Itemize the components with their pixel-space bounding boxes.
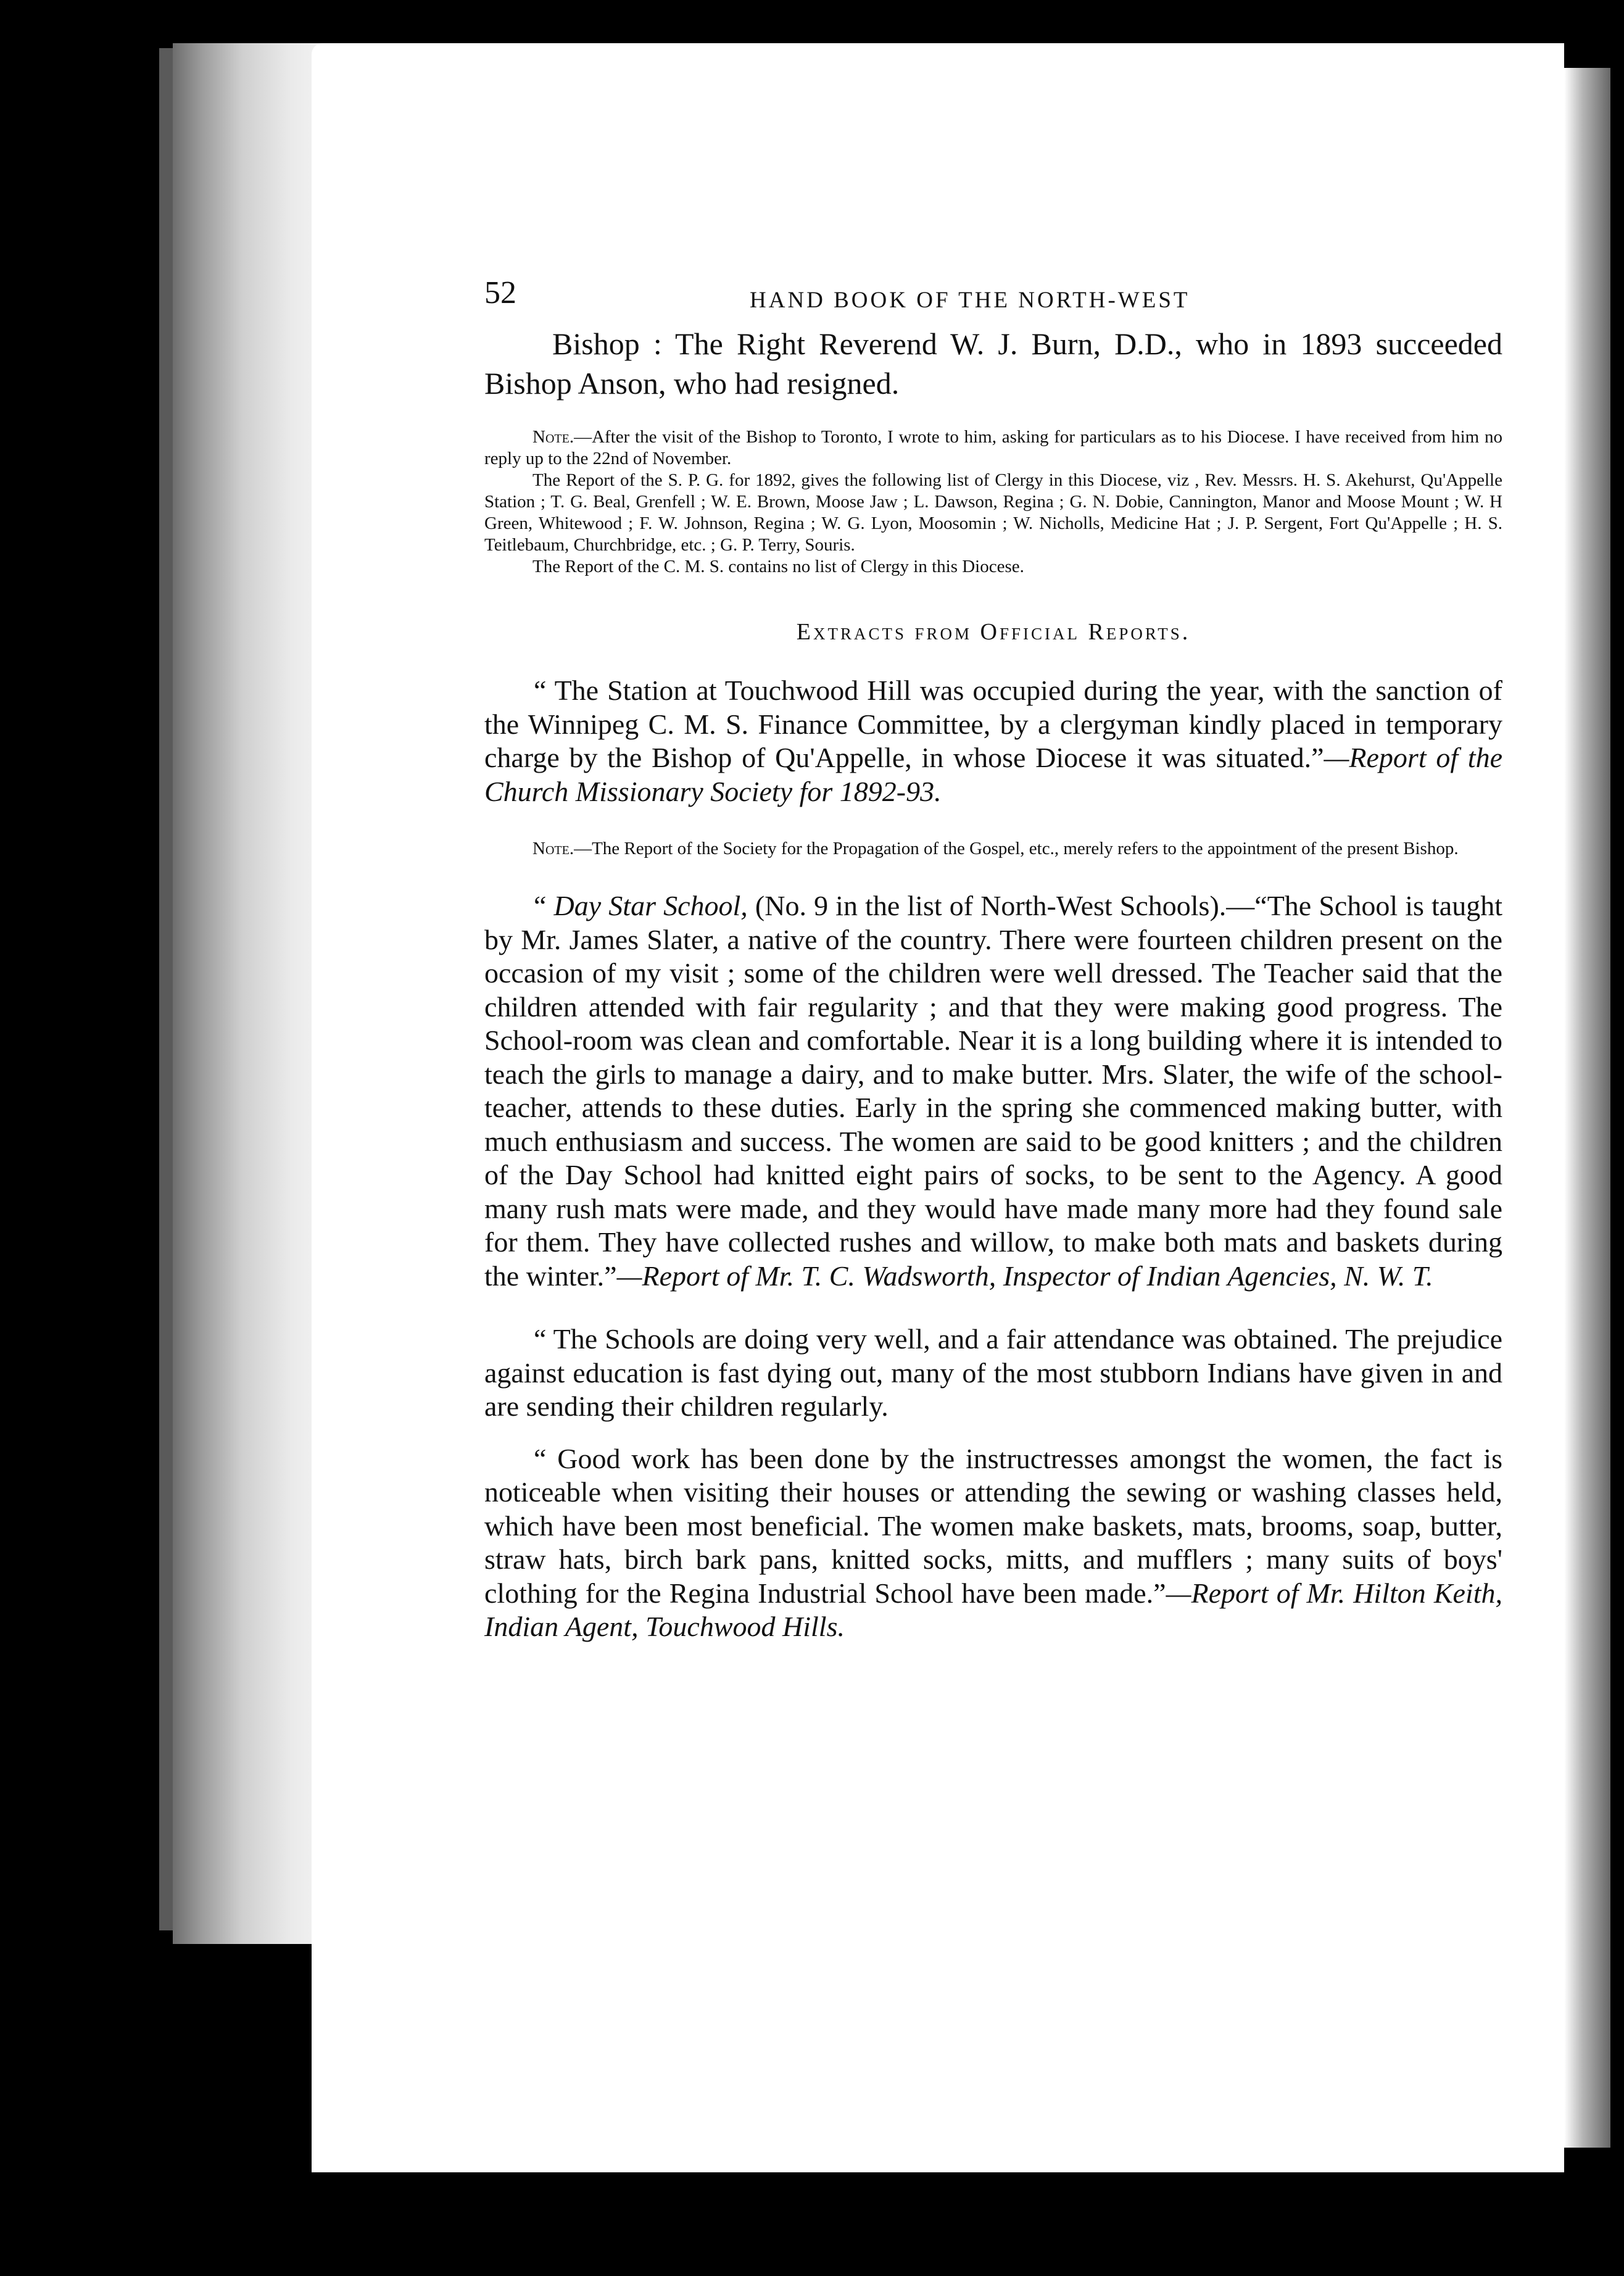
note-spg-clergy-list: The Report of the S. P. G. for 1892, gives the following list of Clergy in this Diocese, viz , Rev. Messrs. H. S. Akehurst, Qu'Appelle Station ; T. G. Beal, Grenfell ; W. E. Brown, Moose Jaw ; L. Dawson, Regina ; G. N. Dobie, Cannington, Manor and Moose Mount ; W. H Green, Whitewood ; F. W. Johnson, Regina ; W. G. Lyon, Moosomin ; W. Nicholls, Medicine Hat ; J. P. Sergent, Fort Qu'Appelle ; H. S. Teitlebaum, Churchbridge, etc. ; G. P. Terry, Souris. xyxy=(484,470,1502,555)
running-title: HAND BOOK OF THE NORTH-WEST xyxy=(750,288,1190,313)
note-label: Note. xyxy=(532,427,574,447)
extract-day-star-school xyxy=(484,889,1502,1293)
extract-citation: —Report of Mr. Hilton Keith, Indian Agent, Touchwood Hills. xyxy=(484,1577,1502,1642)
extract-citation: —Report of the Church Missionary Society for 1892-93. xyxy=(484,742,1502,807)
bishop-paragraph: Bishop : The Right Reverend W. J. Burn, D.D., who in 1893 succeeded Bishop Anson, who had resigned. xyxy=(484,326,1502,401)
extract-text: (No. 9 in the list of North-West Schools).—“The School is taught by Mr. James Slater, a native of the country. There were fourteen children present on the occasion of my visit ; some of the children were well dressed. The Teacher said that the children attended with fair regularity ; and that they were making good progress. The School-room was clean and comfortable. Near it is a long building where it is intended to teach the girls to manage a dairy, and to make butter. Mrs. Slater, the wife of the school-teacher, attends to these duties. Early in the spring she commenced making butter, with much enthusiasm and success. The women are said to be good knitters ; and the children of the Day School had knitted eight pairs of socks, to be sent to the Agency. A good many rush mats were made, and they would have made many more had they found sale for them. They have collected rushes and willow, to make both mats and baskets during the winter.” xyxy=(484,890,1503,1292)
note-spg-report xyxy=(484,838,1502,860)
extract-text: “ The Station at Touchwood Hill was occupied during the year, with the sanction of the Winnipeg C. M. S. Finance Committee, by a clergyman kindly placed in temporary charge by the Bishop of Qu'Appelle, in whose Diocese it was situated.” xyxy=(484,675,1502,773)
school-name: Day Star School, xyxy=(553,890,748,921)
page-number: 52 xyxy=(484,275,516,310)
extract-citation: —Report of Mr. T. C. Wadsworth, Inspector of Indian Agencies, N. W. T. xyxy=(616,1260,1433,1292)
page-stack-edge xyxy=(173,43,327,1944)
running-head xyxy=(484,275,1502,324)
extract-schools-attendance: “ The Schools are doing very well, and a fair attendance was obtained. The prejudice against education is fast dying out, many of the most stubborn Indians have given in and are sending their children regularly. xyxy=(484,1323,1502,1422)
section-heading: Extracts from Official Reports. xyxy=(796,619,1191,645)
open-quote: “ xyxy=(534,890,554,921)
note-text: —After the visit of the Bishop to Toronto, I wrote to him, asking for particulars as to his Diocese. I have received from him no reply up to the 22nd of November. xyxy=(484,427,1502,468)
book-binding-edge xyxy=(159,48,173,1930)
note-bishop-visit xyxy=(484,426,1502,470)
note-label: Note. xyxy=(532,839,574,858)
page-content xyxy=(484,275,1502,1644)
note-cms-report: The Report of the C. M. S. contains no list of Clergy in this Diocese. xyxy=(532,557,1024,576)
extract-touchwood-station xyxy=(484,674,1502,808)
extract-text: “ Good work has been done by the instructresses amongst the women, the fact is noticeable when visiting their houses or attending the sewing or washing classes held, which have been most beneficial. The women make baskets, mats, brooms, soap, butter, straw hats, birch bark pans, knitted socks, mitts, and mufflers ; many suits of boys' clothing for the Regina Industrial School have been made.” xyxy=(484,1442,1502,1609)
extract-instructresses xyxy=(484,1442,1502,1644)
page-gutter-shadow xyxy=(1564,68,1610,2148)
note-text: —The Report of the Society for the Propagation of the Gospel, etc., merely refers to the appointment of the present Bishop. xyxy=(574,839,1459,858)
